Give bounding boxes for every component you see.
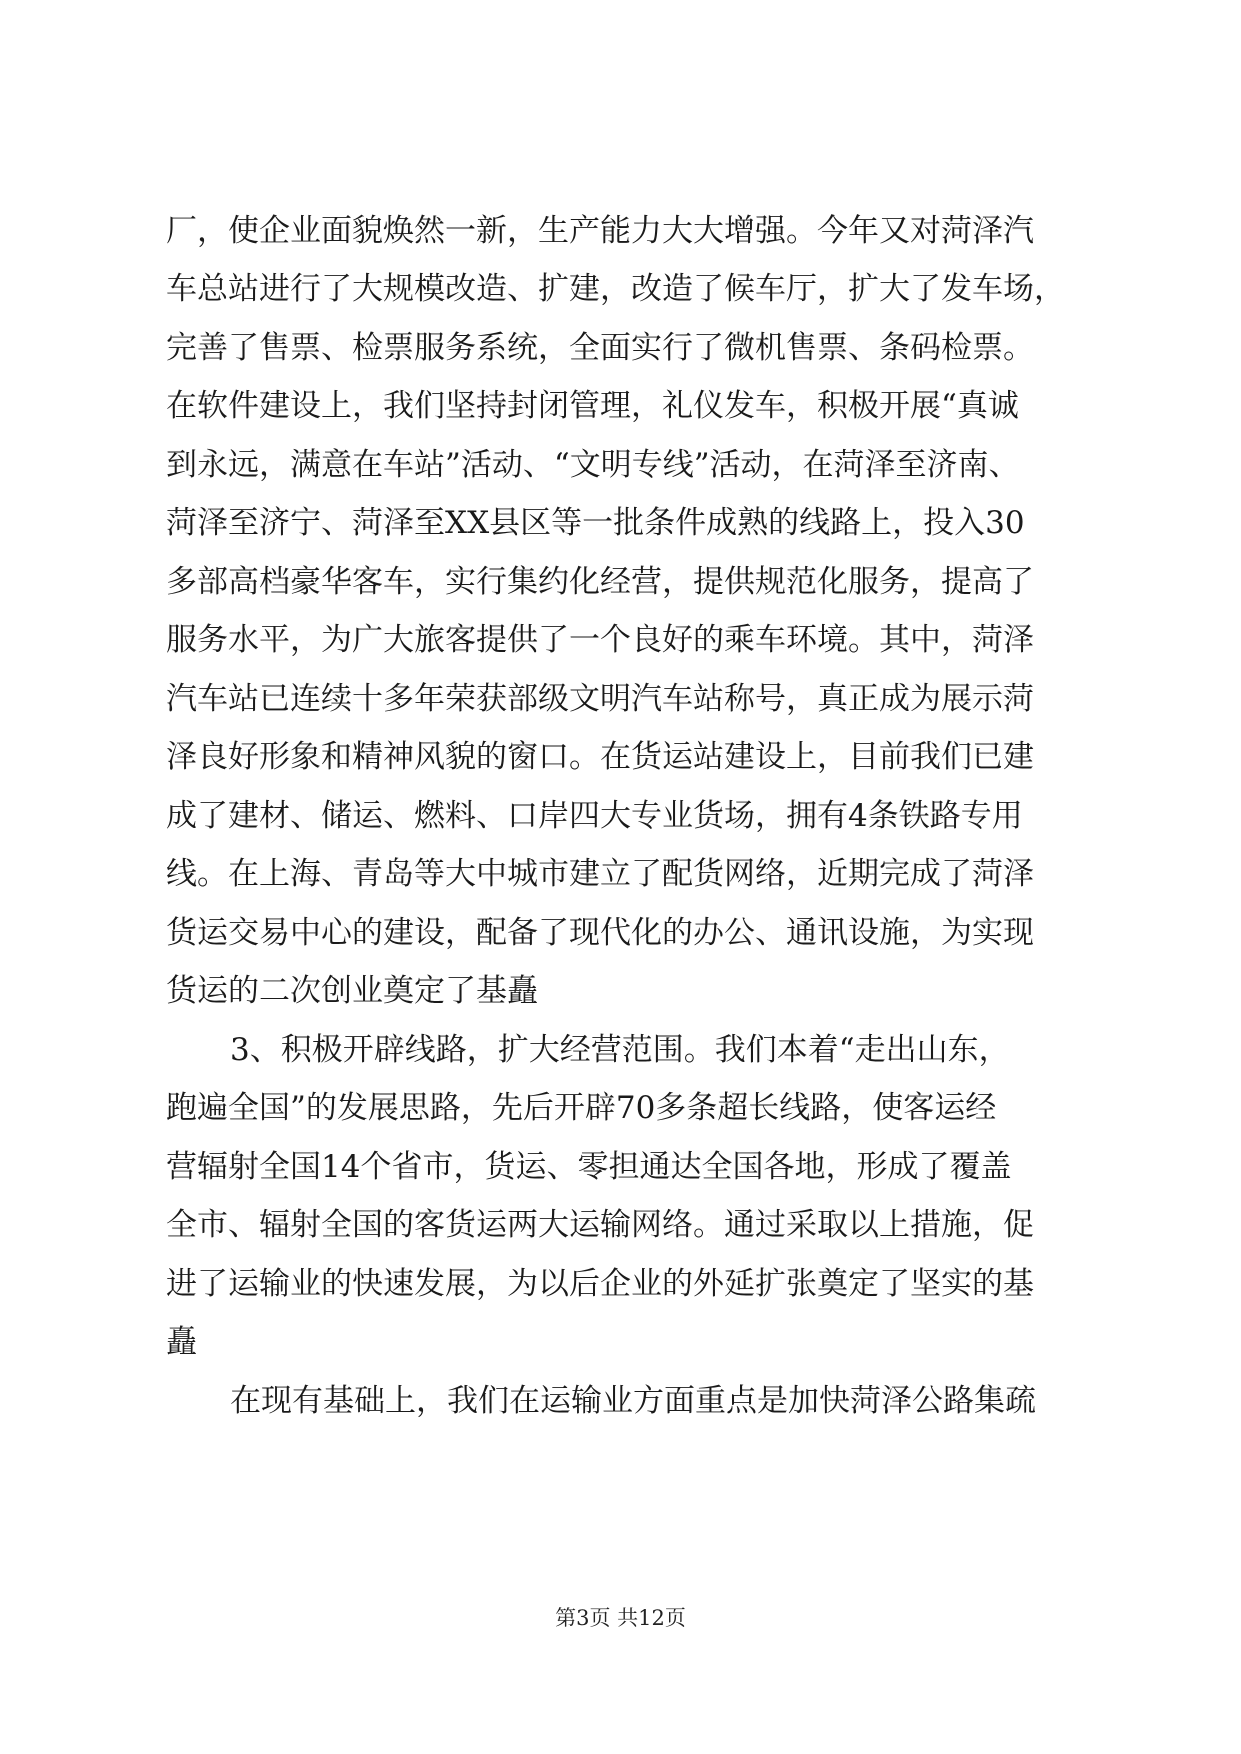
text-line: 进了运输业的快速发展，为以后企业的外延扩张奠定了坚实的基 (166, 1266, 1034, 1302)
text-line: 货运交易中心的建设，配备了现代化的办公、通讯设施，为实现 (166, 915, 1034, 951)
text-line: 在软件建设上，我们坚持封闭管理，礼仪发车，积极开展“真诚 (166, 388, 1019, 424)
text-line: 线。在上海、青岛等大中城市建立了配货网络，近期完成了菏泽 (166, 856, 1034, 892)
text-line: 泽良好形象和精神风貌的窗口。在货运站建设上，目前我们已建 (166, 739, 1034, 775)
text-line: 跑遍全国”的发展思路，先后开辟70多条超长线路，使客运经 (166, 1090, 997, 1126)
text-line: 完善了售票、检票服务系统，全面实行了微机售票、条码检票。 (166, 330, 1034, 366)
text-line: 菏泽至济宁、菏泽至XX县区等一批条件成熟的线路上，投入30 (166, 505, 1025, 541)
text-line: 在现有基础上，我们在运输业方面重点是加快菏泽公路集疏 (230, 1383, 1036, 1419)
text-line: 货运的二次创业奠定了基矗 (166, 973, 538, 1009)
text-line: 汽车站已连续十多年荣获部级文明汽车站称号，真正成为展示菏 (166, 681, 1034, 717)
text-line: 车总站进行了大规模改造、扩建，改造了候车厅，扩大了发车场， (166, 271, 1065, 307)
text-line: 矗 (166, 1324, 197, 1360)
text-line: 到永远，满意在车站”活动、“文明专线”活动，在菏泽至济南、 (166, 447, 1020, 483)
page-number-footer: 第3页 共12页 (555, 1606, 686, 1630)
text-line: 厂，使企业面貌焕然一新，生产能力大大增强。今年又对菏泽汽 (166, 213, 1034, 249)
text-line: 成了建材、储运、燃料、口岸四大专业货场，拥有4条铁路专用 (166, 798, 1023, 834)
text-line: 全市、辐射全国的客货运两大运输网络。通过采取以上措施，促 (166, 1207, 1034, 1243)
text-line: 服务水平，为广大旅客提供了一个良好的乘车环境。其中，菏泽 (166, 622, 1034, 658)
text-line: 营辐射全国14个省市，货运、零担通达全国各地，形成了覆盖 (166, 1149, 1012, 1185)
text-line: 3、积极开辟线路，扩大经营范围。我们本着“走出山东， (230, 1032, 1010, 1068)
text-line: 多部高档豪华客车，实行集约化经营，提供规范化服务，提高了 (166, 564, 1034, 600)
